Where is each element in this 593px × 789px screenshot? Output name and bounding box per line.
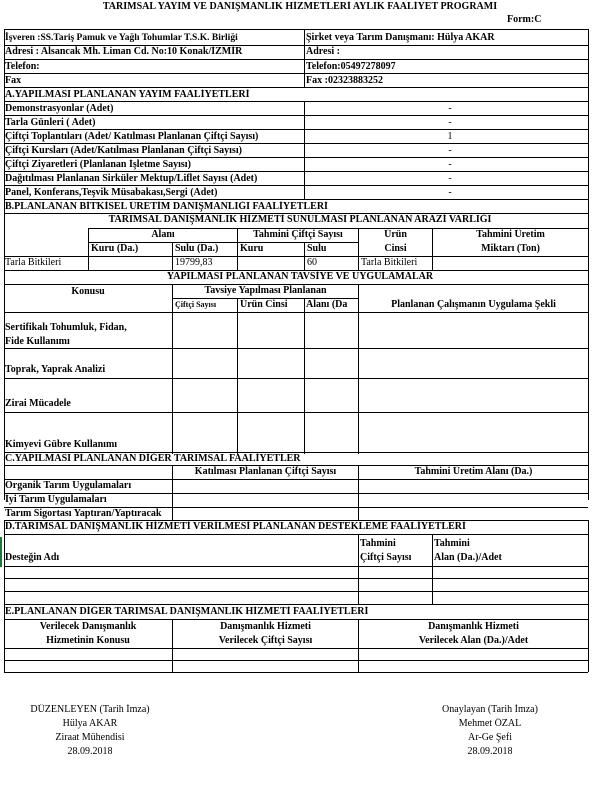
sig-left-name: Hülya AKAR [62, 718, 118, 729]
sub-dry: Kuru (Da.) [91, 243, 139, 254]
sub-dry2: Kuru [240, 243, 264, 254]
section-a-title: A.YAPILMASI PLANLANAN YAYIM FAALİYETLERİ [5, 89, 250, 100]
section-d-title: D.TARIMSAL DANIŞMANLIK HİZMETİ VERİLMESİ PLANLANAN DESTEKLEME FAALİYETLERİ [5, 521, 466, 532]
col-topic: Konusu [71, 286, 105, 297]
topic: Kimyevi Gübre Kullanımı [5, 439, 118, 450]
c-row: Tarım Sigortası Yaptıran/Yaptıracak [5, 508, 162, 519]
row-wet-area: 19799,83 [175, 257, 213, 268]
sig-left-title: Ziraat Mühendisi [55, 732, 125, 743]
sig-left-date: 28.09.2018 [67, 746, 113, 757]
d-col-name: Desteğin Adı [5, 552, 60, 563]
d-col-area2: Alan (Da.)/Adet [434, 552, 502, 563]
section-a-value: 1 [447, 131, 453, 142]
e-col3b: Verilecek Alan (Da.)/Adet [418, 635, 529, 646]
topic: Toprak, Yaprak Analizi [5, 364, 106, 375]
sig-right-title: Ar-Ge Şefi [468, 732, 512, 743]
col-product: Ürün [384, 229, 407, 240]
topic: Fide Kullanımı [5, 336, 70, 347]
section-a-row: Tarla Günleri ( Adet) [5, 117, 96, 128]
c-row: Organik Tarım Uygulamaları [5, 480, 132, 491]
e-col2a: Danışmanlık Hizmeti [220, 621, 311, 632]
col-farmers: Tahmini Çiftçi Sayısı [253, 229, 343, 240]
consultant-label: Şirket veya Tarım Danışmanı: Hülya AKAR [306, 32, 495, 43]
e-col2b: Verilecek Çiftçi Sayısı [218, 635, 313, 646]
section-a-value: - [448, 145, 452, 156]
e-col3a: Danışmanlık Hizmeti [428, 621, 519, 632]
section-e-title: E.PLANLANAN DİĞER TARIMSAL DANIŞMANLIK HİZMETİ FAALİYETLERİ [5, 606, 369, 617]
employer-label: İşveren :SS.Tariş Pamuk ve Yağlı Tohumlar T.S.K. Birliği [5, 33, 238, 43]
sub-wet: Sulu (Da.) [175, 243, 219, 254]
row-product: Tarla Bitkileri [361, 257, 418, 268]
topic: Sertifikalı Tohumluk, Fidan, [5, 322, 127, 333]
c-col-area: Tahmini Üretim Alanı (Da.) [414, 466, 533, 477]
d-col-farmers1: Tahmini [360, 538, 396, 549]
d-col-area1: Tahmini [434, 538, 470, 549]
advice-title: YAPILMASI PLANLANAN TAVSİYE VE UYGULAMALAR [166, 271, 434, 282]
cell-cursor-marker [0, 537, 2, 567]
section-a-value: - [448, 117, 452, 128]
sub-area: Alanı (Da [306, 299, 348, 310]
col-method: Planlanan Çalışmanın Uygulama Şekli [391, 299, 556, 310]
topic: Zirai Mücadele [5, 398, 71, 409]
row-wet-farmers: 60 [307, 257, 317, 268]
sub-product-kind: Ürün Cinsi [240, 299, 288, 310]
col-yield: Tahmini Üretim [476, 229, 545, 240]
e-col1b: Hizmetinin Konusu [46, 635, 130, 646]
d-col-farmers2: Çiftçi Sayısı [360, 552, 412, 563]
sig-left-role: DÜZENLEYEN (Tarih İmza) [30, 704, 150, 715]
form-title: TARIMSAL YAYIM VE DANIŞMANLIK HİZMETLERİ AYLIK FAALİYET PROGRAMI [102, 1, 498, 12]
sig-right-role: Onaylayan (Tarih İmza) [442, 704, 538, 715]
c-col-farmers: Katılması Planlanan Çiftçi Sayısı [194, 466, 337, 477]
section-a-row: Panel, Konferans,Teşvik Müsabakası,Sergi (Adet) [5, 187, 218, 198]
col-area: Alanı [151, 229, 175, 240]
section-a-row: Çiftçi Ziyaretleri (Planlanan İşletme Sayısı) [5, 159, 191, 170]
address-left: Adresi : Alsancak Mh. Liman Cd. No:10 Konak/İZMİR [5, 46, 243, 57]
section-a-row: Çiftçi Toplantıları (Adet/ Katılması Planlanan Çiftçi Sayısı) [5, 131, 259, 142]
land-title: TARIMSAL DANIŞMANLIK HİZMETİ SUNULMASI PLANLANAN ARAZİ VARLIĞI [108, 214, 492, 225]
fax-right: Fax :02323883252 [306, 75, 383, 86]
sub-farmer-count: Çiftçi Sayısı [175, 300, 217, 309]
section-a-value: - [448, 173, 452, 184]
e-col1a: Verilecek Danışmanlık [39, 621, 137, 632]
form-code: Form:C [507, 14, 542, 25]
sig-right-name: Mehmet ÖZAL [458, 718, 522, 729]
c-row: İyi Tarım Uygulamaları [5, 494, 107, 505]
fax-left: Fax [5, 75, 22, 86]
col-yield2: Miktarı (Ton) [481, 243, 540, 254]
col-planned: Tavsiye Yapılması Planlanan [204, 285, 327, 296]
phone-left: Telefon: [5, 61, 40, 72]
section-b-title: B.PLANLANAN BİTKİSEL ÜRETİM DANIŞMANLIĞI FAALİYETLERİ [5, 201, 328, 212]
sub-wet2: Sulu [307, 243, 327, 254]
sig-right-date: 28.09.2018 [467, 746, 513, 757]
section-a-row: Çiftçi Kursları (Adet/Katılması Planlanan Çiftçi Sayısı) [5, 145, 242, 156]
col-product2: Cinsi [384, 243, 407, 254]
address-right: Adresi : [306, 46, 340, 57]
row-label: Tarla Bitkileri [5, 257, 62, 268]
section-a-value: - [448, 187, 452, 198]
section-c-title: C.YAPILMASI PLANLANAN DİĞER TARIMSAL FAALİYETLER [5, 453, 301, 464]
section-a-row: Dağıtılması Planlanan Sirküler Mektup/Liflet Sayısı (Adet) [5, 173, 258, 184]
section-a-value: - [448, 159, 452, 170]
phone-right: Telefon:05497278097 [306, 61, 396, 72]
section-a-row: Demonstrasyonlar (Adet) [5, 103, 114, 114]
section-a-value: - [448, 103, 452, 114]
